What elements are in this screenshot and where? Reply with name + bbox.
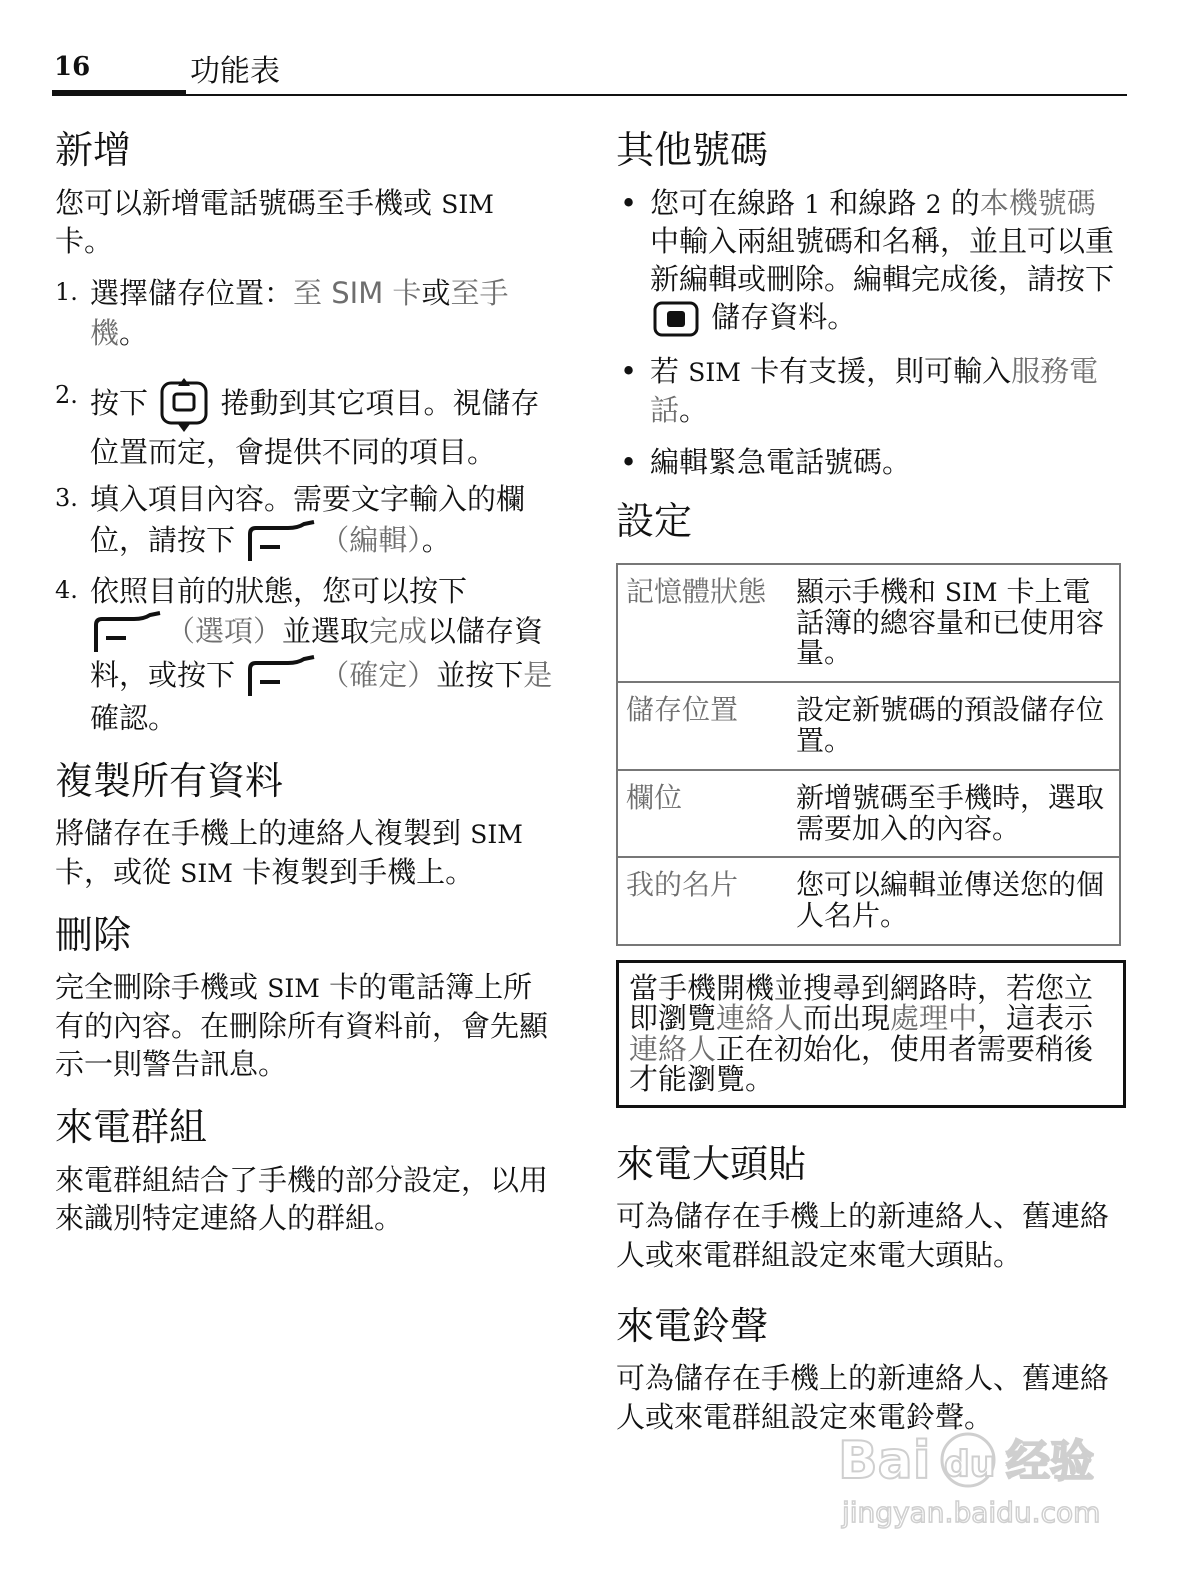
page-number: 16 [54, 52, 91, 82]
section-title: 新增 [55, 128, 132, 172]
section-title: 來電大頭貼 [616, 1141, 807, 1186]
section-body: 可為儲存在手機上的新連絡人、舊連絡人或來電群組設定來電鈴聲。 [616, 1361, 1110, 1434]
chapter-title: 功能表 [190, 54, 280, 89]
step-list [55, 274, 560, 739]
soft-key-icon [246, 655, 318, 699]
header-rule-accent [52, 90, 186, 96]
table-row [617, 857, 1120, 945]
section-title: 設定 [616, 499, 693, 544]
center-key-icon [652, 300, 700, 338]
section-body: 可為儲存在手機上的新連絡人、舊連絡人或來電群組設定來電大頭貼。 [616, 1199, 1110, 1272]
section-title: 刪除 [55, 912, 132, 957]
section-delete [55, 913, 560, 1083]
section-title: 複製所有資料 [55, 758, 284, 803]
bullet-item: • 編輯緊急電話號碼。 [620, 444, 912, 479]
setting-description: 您可以編輯並傳送您的個人名片。 [788, 857, 1120, 945]
section-title: 來電群組 [55, 1105, 208, 1150]
bullet-list [616, 184, 1121, 482]
section-intro: 您可以新增電話號碼至手機或 SIM 卡。 [55, 185, 494, 258]
watermark-cn: 经验 [1006, 1436, 1094, 1487]
baidu-watermark [836, 1418, 1116, 1536]
section-title: 來電鈴聲 [616, 1303, 769, 1348]
section-settings [616, 499, 1121, 1108]
watermark-url: jingyan.baidu.com [842, 1496, 1101, 1529]
setting-description: 新增號碼至手機時，選取需要加入的內容。 [788, 770, 1120, 858]
watermark-brand-b: du [944, 1444, 996, 1485]
step-item: 4. 依照目前的狀態，您可以按下 （選項）並選取完成以儲存資料，或按下 （確定）並按下是確認。 [55, 573, 553, 736]
section-title: 其他號碼 [616, 128, 769, 172]
table-row [617, 770, 1120, 858]
left-column [55, 128, 560, 1259]
soft-key-icon [246, 520, 318, 564]
setting-name: 儲存位置 [617, 682, 788, 770]
bullet-item: • 若 SIM 卡有支援，則可輸入服務電話。 [620, 354, 1099, 427]
bullet-item: • 您可在線路 1 和線路 2 的本機號碼中輸入兩組號碼和名稱，並且可以重新編輯或刪除。編輯完成後，請按下 儲存資料。 [616, 184, 1121, 339]
step-item: 1. 選擇儲存位置：至 SIM 卡或至手機。 [55, 276, 509, 350]
setting-description: 顯示手機和 SIM 卡上電話簿的總容量和已使用容量。 [788, 564, 1120, 682]
section-other-numbers [616, 128, 1121, 481]
setting-name: 欄位 [617, 770, 788, 858]
section-ringtone [616, 1304, 1121, 1436]
settings-table [616, 563, 1121, 946]
step-item: 3. 填入項目內容。需要文字輸入的欄位，請按下 （編輯）。 [55, 480, 560, 563]
setting-name: 我的名片 [617, 857, 788, 945]
table-row [617, 682, 1120, 770]
section-caller-picture [616, 1142, 1121, 1274]
page-header [52, 44, 1127, 98]
step-item: 2. 按下 捲動到其它項目。視儲存位置而定，會提供不同的項目。 [55, 377, 560, 472]
soft-key-icon [92, 611, 164, 655]
section-caller-group [55, 1105, 560, 1237]
header-rule [52, 94, 1127, 96]
watermark-brand: Bai [838, 1431, 931, 1491]
section-body: 完全刪除手機或 SIM 卡的電話簿上所有的內容。在刪除所有資料前，會先顯示一則警告訊息。 [55, 970, 549, 1081]
right-column [616, 128, 1121, 1458]
section-body: 將儲存在手機上的連絡人複製到 SIM 卡，或從 SIM 卡複製到手機上。 [55, 816, 523, 889]
table-row [617, 564, 1120, 682]
section-add [55, 128, 560, 739]
section-copy-all [55, 759, 560, 891]
setting-description: 設定新號碼的預設儲存位置。 [788, 682, 1120, 770]
notice-box: 當手機開機並搜尋到網路時，若您立即瀏覽連絡人而出現處理中，這表示連絡人正在初始化，使用者需要稍後才能瀏覽。 [616, 960, 1126, 1108]
setting-name: 記憶體狀態 [617, 564, 788, 682]
nav-key-icon [157, 377, 211, 433]
section-body: 來電群組結合了手機的部分設定，以用來識別特定連絡人的群組。 [55, 1162, 549, 1236]
